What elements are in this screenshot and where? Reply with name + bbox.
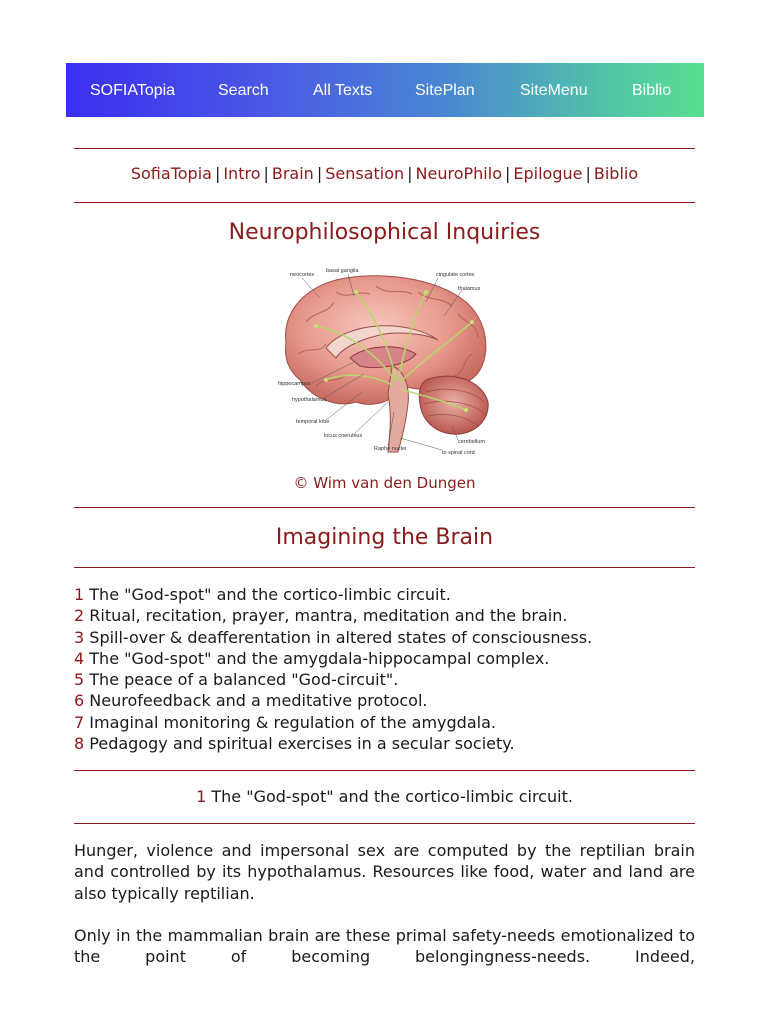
section-title-text: The "God-spot" and the cortico-limbic circuit. — [211, 787, 573, 806]
section-number: 1 — [196, 787, 207, 806]
toc-item[interactable] — [74, 669, 695, 690]
label-cingulate-cortex: cingulate cortex — [436, 272, 475, 278]
toc-number: 3 — [74, 627, 85, 647]
breadcrumb-separator: | — [316, 164, 323, 183]
breadcrumb-link-biblio[interactable]: Biblio — [593, 164, 639, 183]
toc-text: The "God-spot" and the cortico-limbic circuit. — [89, 585, 451, 604]
label-hippocampus: hippocampus — [278, 381, 311, 387]
breadcrumb-separator: | — [407, 164, 413, 183]
section-heading: Imagining the Brain — [275, 525, 494, 550]
toc-item[interactable] — [74, 627, 695, 648]
toc-item[interactable] — [74, 712, 695, 733]
nav-siteplan[interactable]: SitePlan — [415, 82, 475, 99]
page-title: Neurophilosophical Inquiries — [228, 220, 541, 245]
body-paragraph: Only in the mammalian brain are these primal safety-needs emotionalized to the point of becoming belongingness-needs. Indeed, — [74, 926, 695, 967]
current-section-title — [74, 787, 695, 807]
breadcrumb-link-intro[interactable]: Intro — [223, 164, 261, 183]
label-cerebellum: cerebellum — [458, 439, 485, 445]
toc-text: The "God-spot" and the amygdala-hippocampal complex. — [89, 648, 550, 668]
divider — [74, 823, 695, 824]
toc-number: 1 — [74, 585, 85, 604]
breadcrumb-link-sensation[interactable]: Sensation — [325, 164, 405, 183]
toc-text: The peace of a balanced "God-circuit". — [89, 670, 399, 690]
toc-text: Ritual, recitation, prayer, mantra, meditation and the brain. — [89, 606, 568, 626]
nav-all-texts[interactable]: All Texts — [313, 82, 373, 99]
toc-number: 2 — [74, 606, 85, 626]
breadcrumb-separator: | — [504, 164, 511, 183]
breadcrumb-link-brain[interactable]: Brain — [271, 164, 314, 183]
label-locus-coeruleus: locus coeruleus — [324, 433, 363, 439]
nav-sofiatopia[interactable]: SOFIATopia — [90, 82, 176, 99]
breadcrumb-separator: | — [214, 164, 221, 183]
nav-search[interactable]: Search — [218, 82, 269, 99]
breadcrumb-link-sofiatopia[interactable]: SofiaTopia — [130, 164, 212, 183]
label-raphe-nuclei: Raphe nuclei — [374, 446, 407, 452]
toc-number: 8 — [74, 734, 85, 754]
breadcrumb-separator: | — [585, 164, 591, 183]
toc-number: 7 — [74, 712, 85, 732]
toc-item[interactable] — [74, 733, 695, 754]
label-to-spinal-cord: to spinal cord — [442, 450, 475, 456]
toc-text: Neurofeedback and a meditative protocol. — [89, 691, 428, 711]
breadcrumb-link-epilogue[interactable]: Epilogue — [513, 164, 583, 183]
label-temporal-lobe: temporal lobe — [296, 419, 330, 425]
toc-text: Imaginal monitoring & regulation of the amygdala. — [89, 712, 496, 732]
toc-number: 5 — [74, 670, 85, 690]
breadcrumb-separator: | — [263, 164, 269, 183]
label-basal-ganglia: basal ganglia — [326, 268, 359, 274]
label-hypothalamus: hypothalamus — [292, 397, 327, 403]
divider — [74, 148, 695, 149]
label-neocortex: neocortex — [290, 272, 315, 278]
breadcrumb-link-neurophilo[interactable]: NeuroPhilo — [415, 164, 502, 183]
nav-biblio[interactable]: Biblio — [632, 82, 672, 99]
toc-number: 6 — [74, 691, 85, 711]
divider — [74, 507, 695, 508]
toc-number: 4 — [74, 648, 85, 668]
breadcrumb — [74, 164, 695, 184]
brain-illustration — [276, 262, 492, 460]
image-credit: © Wim van den Dungen — [293, 474, 476, 492]
toc-item[interactable] — [74, 584, 695, 605]
toc-text: Spill-over & deafferentation in altered states of consciousness. — [89, 627, 593, 647]
divider — [74, 202, 695, 203]
divider — [74, 567, 695, 568]
divider — [74, 770, 695, 771]
label-thalamus: thalamus — [458, 286, 481, 292]
toc-text: Pedagogy and spiritual exercises in a secular society. — [89, 734, 515, 754]
toc-item[interactable] — [74, 648, 695, 669]
table-of-contents — [74, 584, 695, 754]
toc-item[interactable] — [74, 605, 695, 626]
toc-item[interactable] — [74, 690, 695, 711]
top-navigation-bar — [66, 63, 704, 117]
body-paragraph: Hunger, violence and impersonal sex are computed by the reptilian brain and controlled by its hypothalamus. Resources like food, water and land are also typically reptilian. — [74, 841, 695, 903]
nav-sitemenu[interactable]: SiteMenu — [520, 82, 588, 99]
